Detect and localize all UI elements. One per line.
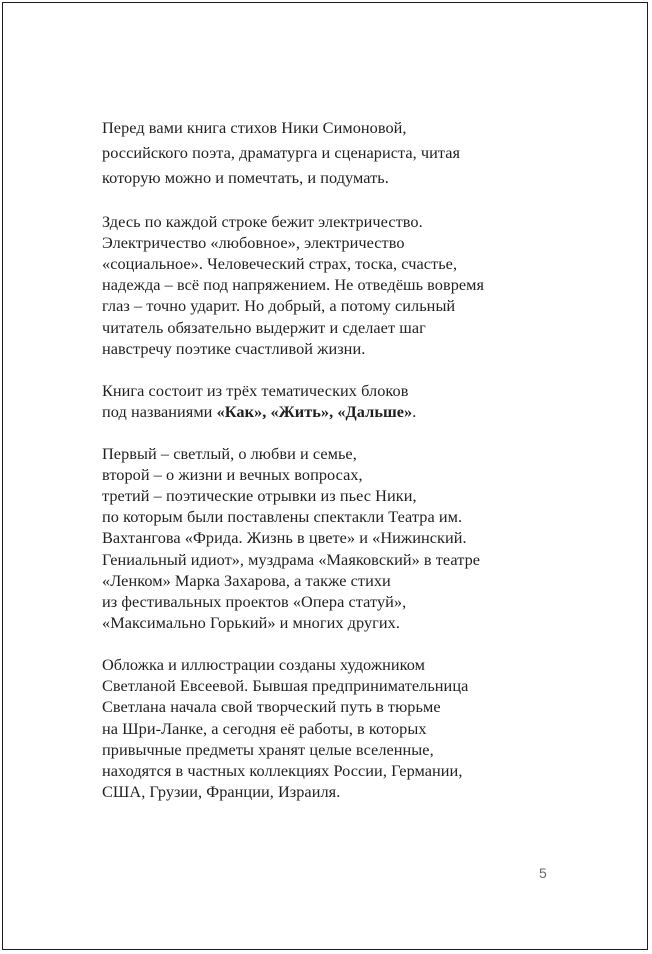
text-line: надежда – всё под напряжением. Не отведёшь вовремя (102, 275, 485, 295)
text-line: глаз – точно ударит. Но добрый, а потому сильный (102, 296, 456, 316)
text-line: США, Грузии, Франции, Израиля. (102, 782, 341, 802)
text-line: третий – поэтические отрывки из пьес Ники, (102, 486, 417, 506)
text-line: читатель обязательно выдержит и сделает шаг (102, 317, 426, 337)
text-line: Электричество «любовное», электричество (102, 232, 405, 252)
text-line: Первый – светлый, о любви и семье, (102, 443, 357, 463)
text-line: Перед вами книга стихов Ники Симоновой, (102, 118, 407, 137)
text-line: Вахтангова «Фрида. Жизнь в цвете» и «Нижинский. (102, 528, 467, 548)
book-page (2, 2, 648, 950)
page-text (102, 115, 582, 823)
text-line: Гениальный идиот», муздрама «Маяковский» в театре (102, 549, 481, 569)
text-line: Обложка и иллюстрации созданы художником (102, 655, 426, 675)
text-fragment: . (412, 401, 417, 421)
paragraph-intro (102, 115, 582, 190)
text-line: по которым были поставлены спектакли Театра им. (102, 507, 463, 527)
text-line: находятся в частных коллекциях России, Германии, (102, 761, 463, 781)
text-line: Книга состоит из трёх тематических блоков (102, 380, 409, 400)
text-line: привычные предметы хранят целые вселенные, (102, 739, 434, 759)
block-titles: «Как», «Жить», «Дальше» (216, 401, 413, 421)
text-line: навстречу поэтике счастливой жизни. (102, 338, 366, 358)
text-line: «Максимально Горький» и многих других. (102, 613, 400, 633)
paragraph-electricity (102, 211, 582, 359)
text-line: на Шри-Ланке, а сегодня её работы, в которых (102, 718, 427, 738)
text-line: «социальное». Человеческий страх, тоска, счастье, (102, 254, 458, 273)
text-line: Здесь по каждой строке бежит электричество. (102, 211, 423, 231)
text-line: из фестивальных проектов «Опера статуй», (102, 592, 407, 612)
text-line (102, 401, 582, 422)
paragraph-blocks (102, 380, 582, 422)
paragraph-illustrations (102, 654, 582, 802)
text-line: «Ленком» Марка Захарова, а также стихи (102, 570, 391, 590)
text-line: которую можно и помечтать, и подумать. (102, 168, 389, 187)
text-line: Светлана начала свой творческий путь в тюрьме (102, 697, 441, 717)
text-line: второй – о жизни и вечных вопросах, (102, 464, 363, 484)
paragraph-contents (102, 443, 582, 634)
text-line: Светланой Евсеевой. Бывшая предпринимательница (102, 676, 469, 696)
page-number: 5 (539, 865, 547, 881)
text-fragment: под названиями (102, 401, 217, 421)
text-line: российского поэта, драматурга и сценариста, читая (102, 143, 461, 162)
